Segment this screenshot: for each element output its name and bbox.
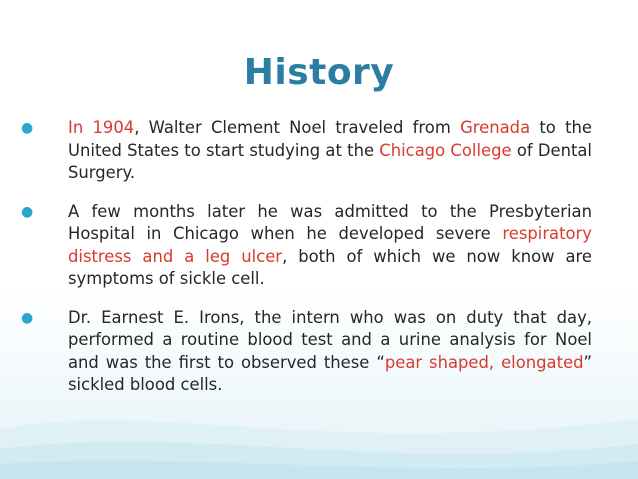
bullet-text-segment: A few months later he was admitted to the Presbyterian Hospital in Chicago when he developed severe <box>68 201 592 243</box>
bullet-text-segment: pear shaped, elongated <box>384 352 584 372</box>
bullet-dot-icon: ● <box>21 120 34 136</box>
bullet-text-segment: Dr. Earnest E. Irons, the intern who was on duty that day, performed a routine blood test and a urine analysis for Noel and was the first to observed these “ <box>68 307 592 372</box>
bullet-text-segment: Grenada <box>460 118 531 137</box>
bullet-text-segment: , both of which we now know are symptoms of sickle cell. <box>68 246 592 288</box>
bullet-text-segment: to the United States to start studying at the <box>68 118 592 160</box>
bullet-text-segment: , Walter Clement Noel traveled from <box>134 118 461 137</box>
bullet-text-segment: respiratory distress and a leg ulcer <box>68 224 592 266</box>
bullet-text-segment: ” sickled blood cells. <box>68 352 592 394</box>
bullet-item-2 <box>16 201 592 291</box>
bullet-item-1 <box>16 117 592 185</box>
bullet-text-segment: Chicago College <box>379 140 512 160</box>
bullet-text-segment: In 1904 <box>68 118 135 137</box>
slide-title: History <box>243 52 395 93</box>
bullet-text-segment: of Dental Surgery. <box>68 140 592 182</box>
bullet-item-3 <box>16 307 592 397</box>
bullet-dot-icon: ● <box>21 309 34 326</box>
bullet-list <box>16 117 592 413</box>
bullet-dot-icon: ● <box>21 203 34 220</box>
